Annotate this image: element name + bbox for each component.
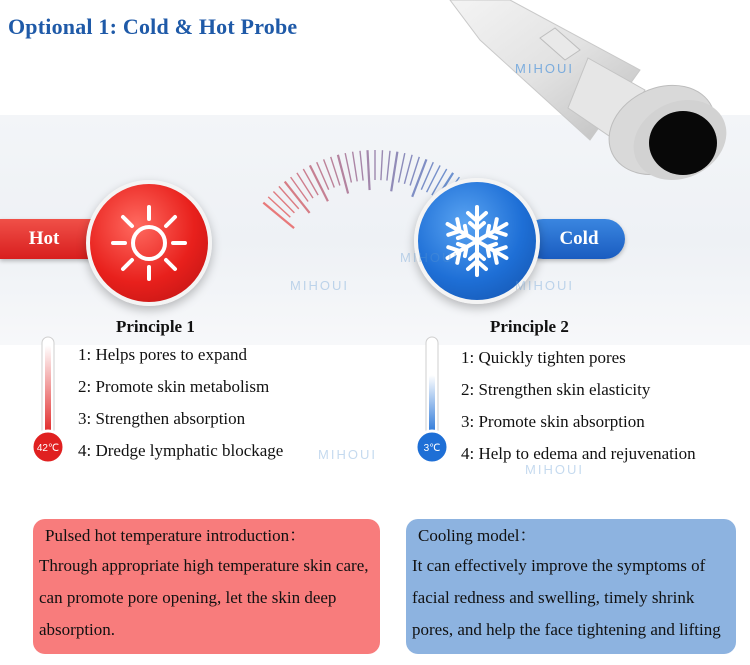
cold-box-line: facial redness and swelling, timely shrink <box>412 588 695 607</box>
cold-thermometer-icon <box>412 335 452 465</box>
cold-temperature: 3℃ <box>423 443 441 454</box>
gauge-tick <box>345 153 351 182</box>
principle-2-item: 1: Quickly tighten pores <box>461 348 626 367</box>
sun-icon <box>107 201 191 285</box>
cold-box-line: It can effectively improve the symptoms of <box>412 556 706 575</box>
watermark: MIHOUI <box>400 250 459 265</box>
gauge-tick <box>268 197 290 217</box>
gauge-tick <box>303 169 318 195</box>
gauge-tick <box>297 173 313 198</box>
principle-2-item: 3: Promote skin absorption <box>461 412 645 431</box>
gauge-tick <box>381 150 383 180</box>
gauge-tick <box>404 155 412 184</box>
gauge-tick <box>387 151 390 181</box>
gauge-tick <box>391 152 397 192</box>
principle-2-item: 4: Help to edema and rejuvenation <box>461 444 696 463</box>
gauge-tick <box>427 165 441 192</box>
hot-thermometer-icon <box>28 335 68 465</box>
sun-circle <box>86 180 212 306</box>
watermark: MIHOUI <box>290 278 349 293</box>
gauge-tick <box>360 151 363 181</box>
watermark: MIHOUI <box>515 278 574 293</box>
gauge-tick <box>291 177 309 201</box>
hot-box-line: absorption. <box>39 620 116 639</box>
principle-1-item: 1: Helps pores to expand <box>78 345 248 364</box>
hot-info-box <box>33 519 380 654</box>
page-title: Optional 1: Cold & Hot Probe <box>8 14 298 39</box>
svg-text:MIHOUI: MIHOUI <box>515 61 574 76</box>
cold-box-title: Cooling model： <box>418 526 537 545</box>
snowflake-icon <box>437 201 517 281</box>
gauge-tick <box>368 150 370 190</box>
hot-temperature: 42℃ <box>36 443 60 454</box>
principle-1-item: 2: Promote skin metabolism <box>78 377 270 396</box>
principle-2-item: 2: Strengthen skin elasticity <box>461 380 651 399</box>
gauge-tick <box>279 186 299 209</box>
hot-label: Hot <box>28 228 60 249</box>
cold-info-box <box>406 519 736 654</box>
hot-box-title: Pulsed hot temperature introduction： <box>45 526 307 545</box>
principle-1-item: 4: Dredge lymphatic blockage <box>78 441 284 460</box>
watermark: MIHOUI <box>318 447 377 462</box>
gauge-tick <box>353 152 358 182</box>
principle-1-item: 3: Strengthen absorption <box>78 409 246 428</box>
hot-box-line: can promote pore opening, let the skin deep <box>39 588 337 607</box>
cold-box-line: pores, and help the face tightening and lifting <box>412 620 721 639</box>
principle-1-title: Principle 1 <box>116 317 195 336</box>
gauge-tick <box>399 153 405 182</box>
watermark: MIHOUI <box>525 462 584 477</box>
gauge-tick <box>273 192 294 213</box>
gauge-tick <box>412 159 426 196</box>
cold-label: Cold <box>559 228 599 249</box>
hot-box-line: Through appropriate high temperature skin care, <box>39 556 369 575</box>
principle-2-title: Principle 2 <box>490 317 569 336</box>
